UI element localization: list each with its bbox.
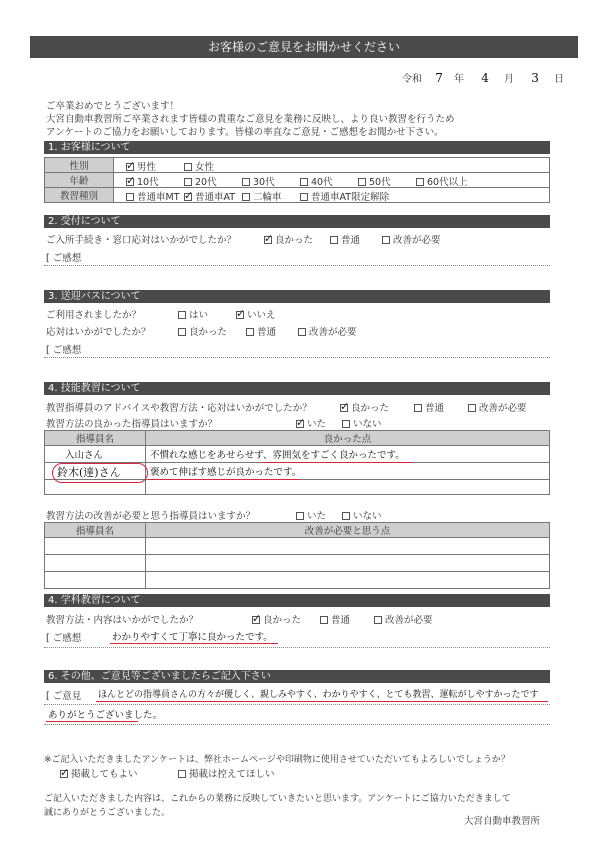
checkbox-icon[interactable] — [264, 232, 274, 245]
date-era: 令和 — [402, 74, 422, 85]
gender-male-option[interactable]: ✓ 男性 — [126, 159, 157, 173]
checkbox-icon[interactable] — [246, 328, 254, 336]
checkbox-icon[interactable] — [416, 178, 424, 186]
highlight-underline — [110, 643, 278, 644]
section-4-header: 4. 技能教習について — [44, 382, 550, 395]
checkbox-icon[interactable] — [126, 174, 136, 187]
date-year: 7 — [435, 71, 443, 85]
age-label: 年齢 — [45, 173, 114, 188]
good-instructor-yes-option[interactable]: ✓ いた — [296, 416, 327, 430]
checkbox-icon[interactable] — [242, 193, 250, 201]
checkbox-icon[interactable] — [340, 400, 350, 413]
age-40s-option[interactable]: 40代 — [300, 174, 333, 188]
gender-female-option[interactable]: 女性 — [184, 159, 214, 173]
checkbox-icon[interactable] — [178, 770, 186, 778]
age-20s-option[interactable]: 20代 — [184, 174, 217, 188]
checkbox-icon[interactable] — [330, 236, 338, 244]
bus-service-question: 応対はいかがでしたか？ — [46, 327, 151, 338]
reception-normal-option[interactable]: 普通 — [330, 232, 360, 246]
course-motorcycle-option[interactable]: 二輪車 — [242, 189, 282, 203]
checkbox-icon[interactable] — [300, 193, 308, 201]
bus-comment-label: [ ご感想 — [46, 345, 82, 356]
checkmark-icon: ✓ — [264, 232, 274, 245]
gender-label: 性別 — [45, 158, 114, 173]
col-good-points: 良かった点 — [146, 431, 550, 446]
checkbox-icon[interactable] — [60, 766, 70, 779]
consent-yes-option[interactable]: ✓ 掲載してもよい — [60, 766, 138, 780]
date-month: 4 — [481, 71, 489, 85]
checkbox-icon[interactable] — [236, 307, 246, 320]
checkbox-icon[interactable] — [374, 616, 382, 624]
course-at-option[interactable]: ✓ 普通車AT — [184, 189, 236, 203]
age-60s-option[interactable]: 60代以上 — [416, 174, 468, 188]
academic-comment: わかりやすくて丁寧に良かったです。 — [112, 632, 273, 643]
page-title: お客様のご意見をお聞かせください — [207, 40, 400, 54]
checkbox-icon[interactable] — [126, 159, 136, 172]
opinion-comment-1: ほんとどの指導員さんの方々が優しく、親しみやすく、わかりやすく、とても教習、運転がしやすかったです — [98, 690, 539, 700]
footer-line-1: ご記入いただきました内容は、これからの業務に反映していきたいと思います。アンケートにご協力いただきまして — [44, 794, 511, 804]
age-50s-option[interactable]: 50代 — [358, 174, 391, 188]
consent-no-option[interactable]: 掲載は控えてほしい — [178, 766, 275, 780]
practical-question: 教習指導員のアドバイスや教習方法・応対はいかがでしたか？ — [46, 403, 312, 414]
opinion-comment-2: ありがとうございました。 — [48, 710, 163, 721]
checkbox-icon[interactable] — [468, 404, 476, 412]
checkmark-icon: ✓ — [340, 400, 350, 413]
section-3-header: 3. 送迎バスについて — [44, 290, 550, 303]
good-comment-2: 褒めて伸ばす感じが良かったです。 — [150, 467, 302, 478]
checkbox-icon[interactable] — [342, 420, 350, 428]
highlight-oval — [52, 463, 148, 483]
checkbox-icon[interactable] — [320, 616, 328, 624]
divider — [44, 357, 550, 358]
date-day: 3 — [531, 71, 539, 85]
checkmark-icon: ✓ — [184, 189, 194, 202]
checkmark-icon: ✓ — [126, 159, 136, 172]
section-6-header: 6. その他、ご意見等ございましたらご記入下さい — [44, 670, 550, 683]
improve-instructor-question: 教習方法の改善が必要と思う指導員はいますか？ — [46, 511, 256, 522]
reception-improve-option[interactable]: 改善が必要 — [382, 232, 441, 246]
checkmark-icon: ✓ — [126, 174, 136, 187]
improve-instructor-no-option[interactable]: いない — [342, 508, 382, 522]
divider — [44, 265, 550, 266]
checkbox-icon[interactable] — [126, 193, 134, 201]
footer-line-2: 誠にありがとうございました。 — [44, 808, 171, 818]
academic-improve-option[interactable]: 改善が必要 — [374, 612, 433, 626]
intro-line-1: ご卒業おめでとうございます！ — [46, 101, 180, 112]
checkbox-icon[interactable] — [184, 178, 192, 186]
bus-use-no-option[interactable]: ✓ いいえ — [236, 307, 276, 321]
checkbox-icon[interactable] — [296, 416, 306, 429]
bus-use-question: ご利用されましたか？ — [46, 310, 142, 321]
checkbox-icon[interactable] — [300, 178, 308, 186]
checkmark-icon: ✓ — [252, 612, 262, 625]
col-instructor-name: 指導員名 — [45, 431, 146, 446]
intro-line-3: アンケートのご協力をお願いしております。皆様の率直なご意見・ご感想をお聞かせ下さい。 — [46, 127, 444, 138]
improve-instructor-table — [44, 522, 550, 589]
practical-normal-option[interactable]: 普通 — [414, 400, 444, 414]
bus-good-option[interactable]: 良かった — [178, 324, 227, 338]
bus-use-yes-option[interactable]: はい — [178, 307, 208, 321]
improve-instructor-yes-option[interactable]: いた — [296, 508, 326, 522]
good-instructor-name-1: 入山さん — [65, 450, 104, 461]
divider — [44, 704, 550, 705]
reception-comment-label: [ ご感想 — [46, 253, 82, 264]
checkbox-icon[interactable] — [184, 163, 192, 171]
bus-improve-option[interactable]: 改善が必要 — [298, 324, 357, 338]
checkbox-icon[interactable] — [242, 178, 250, 186]
customer-info-table — [44, 157, 550, 203]
section-academic-header: 4. 学科教習について — [44, 594, 550, 607]
divider — [44, 647, 550, 648]
good-comment-1: 不慣れな感じをあせらせず、雰囲気をすごく良かったです。 — [150, 450, 405, 461]
checkbox-icon[interactable] — [342, 512, 350, 520]
good-instructor-name-2: 鈴木(達)さん — [57, 466, 121, 479]
practical-improve-option[interactable]: 改善が必要 — [468, 400, 527, 414]
checkbox-icon[interactable] — [296, 512, 304, 520]
good-instructor-no-option[interactable]: いない — [342, 416, 382, 430]
intro-line-2: 大宮自動車教習所ご卒業されます皆様の貴重なご意見を業務に反映し、より良い教習を行うため — [46, 114, 455, 125]
date-day-unit: 日 — [554, 74, 565, 85]
highlight-underline — [96, 701, 548, 702]
highlight-underline — [262, 462, 412, 463]
good-instructor-question: 教習方法の良かった指導員はいますか？ — [46, 419, 218, 430]
checkbox-icon[interactable] — [414, 404, 422, 412]
academic-good-option[interactable]: ✓ 良かった — [252, 612, 302, 626]
date-row — [402, 70, 564, 85]
checkbox-icon[interactable] — [358, 178, 366, 186]
col-instructor-name: 指導員名 — [45, 523, 146, 538]
checkbox-icon[interactable] — [178, 328, 186, 336]
practical-good-option[interactable]: ✓ 良かった — [340, 400, 390, 414]
checkbox-icon[interactable] — [178, 311, 186, 319]
divider — [44, 724, 550, 725]
academic-question: 教習方法・内容はいかがでしたか？ — [46, 615, 199, 626]
checkmark-icon: ✓ — [296, 416, 306, 429]
highlight-underline — [46, 721, 138, 722]
checkmark-icon: ✓ — [60, 766, 70, 779]
academic-normal-option[interactable]: 普通 — [320, 612, 350, 626]
course-label: 教習種別 — [45, 188, 114, 203]
reception-good-option[interactable]: ✓ 良かった — [264, 232, 314, 246]
academic-comment-label: [ ご感想 — [46, 633, 82, 644]
checkbox-icon[interactable] — [252, 612, 262, 625]
col-improve-points: 改善が必要と思う点 — [146, 523, 550, 538]
checkbox-icon[interactable] — [298, 328, 306, 336]
section-2-header: 2. 受付について — [44, 215, 550, 228]
checkbox-icon[interactable] — [382, 236, 390, 244]
checkbox-icon[interactable] — [184, 189, 194, 202]
bus-normal-option[interactable]: 普通 — [246, 324, 276, 338]
checkmark-icon: ✓ — [236, 307, 246, 320]
school-name: 大宮自動車教習所 — [464, 816, 541, 827]
age-30s-option[interactable]: 30代 — [242, 174, 275, 188]
age-10s-option[interactable]: ✓ 10代 — [126, 174, 159, 188]
section-1-header: 1. お客様について — [44, 141, 550, 154]
course-mt-option[interactable]: 普通車MT — [126, 189, 180, 203]
date-month-unit: 月 — [504, 74, 515, 85]
consent-question: ※ご記入いただきましたアンケートは、弊社ホームページや印刷物に使用させていただいてもよろしいでしょうか？ — [44, 755, 510, 765]
date-year-unit: 年 — [454, 74, 465, 85]
reception-question: ご入所手続き・窓口応対はいかがでしたか？ — [46, 235, 237, 246]
opinion-label: [ ご意見 — [46, 691, 82, 702]
highlight-underline — [148, 479, 300, 480]
course-at-release-option[interactable]: 普通車AT限定解除 — [300, 189, 389, 203]
